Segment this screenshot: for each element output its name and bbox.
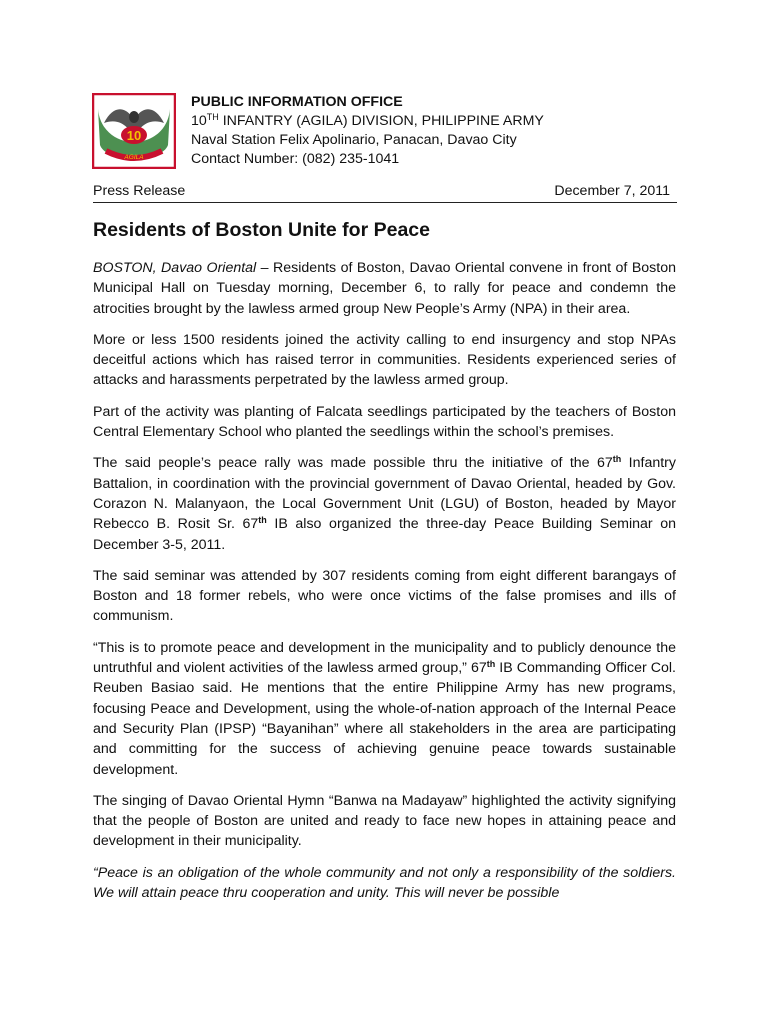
article-body: [93, 258, 676, 914]
article-title: Residents of Boston Unite for Peace: [93, 219, 430, 241]
paragraph-1-text: – Residents of Boston, Davao Oriental convene in front of Boston Municipal Hall on Tuesday morning, December 6, to rally for peace and condemn the atrocities brought by the lawless armed group New People’s Army (NPA) in their area.: [93, 260, 676, 317]
dateline: BOSTON, Davao Oriental: [93, 260, 257, 276]
contact-number: Contact Number: (082) 235-1041: [191, 151, 400, 167]
division-name: [191, 112, 544, 131]
svg-text:10: 10: [126, 128, 142, 143]
paragraph-6: [93, 638, 676, 780]
press-release-row: [93, 182, 676, 201]
paragraph-4-text-c: IB also organized the three-day Peace Building Seminar on December 3-5, 2011.: [93, 516, 676, 553]
paragraph-6-text-b: IB Commanding Officer Col. Reuben Basiao said. He mentions that the entire Philippine Army has new programs, focusing Peace and Development, using the whole-of-nation approach of the Internal Peace and Security Plan (IPSP) “Bayanihan” where all stakeholders in the area are participating and committing for the success of achieving genuine peace towards sustainable development.: [93, 660, 676, 778]
ordinal-sup: th: [258, 515, 267, 526]
ordinal-sup: th: [612, 454, 622, 465]
letterhead: [191, 93, 544, 169]
paragraph-1: [93, 258, 676, 319]
ordinal-sup: th: [486, 659, 496, 670]
agila-division-logo: [92, 93, 176, 169]
office-name: PUBLIC INFORMATION OFFICE: [191, 94, 403, 110]
paragraph-4-text-a: The said people’s peace rally was made possible thru the initiative of the 67: [93, 455, 613, 472]
header-divider: [93, 202, 677, 203]
paragraph-8-quote: “Peace is an obligation of the whole community and not only a responsibility of the soldiers. We will attain peace thru cooperation and unity. This will never be possible: [93, 864, 676, 902]
paragraph-5: The said seminar was attended by 307 residents coming from eight different barangays of Boston and 18 former rebels, who were once victims of the false promises and ills of communism.: [93, 567, 676, 625]
press-release-label: Press Release: [93, 183, 186, 199]
division-text: INFANTRY (AGILA) DIVISION, PHILIPPINE ARMY: [218, 113, 544, 129]
paragraph-6-text-a: “This is to promote peace and development in the municipality and to publicly denounce the untruthful and violent activities of the lawless armed group,” 67: [93, 639, 676, 677]
office-address: Naval Station Felix Apolinario, Panacan, Davao City: [191, 132, 517, 148]
division-number: 10: [191, 113, 207, 129]
paragraph-4: [93, 453, 676, 554]
paragraph-3: Part of the activity was planting of Falcata seedlings participated by the teachers of Boston Central Elementary School who planted the seedlings within the school’s premises.: [93, 403, 676, 441]
release-date: December 7, 2011: [554, 183, 670, 199]
svg-text:AGILA: AGILA: [124, 154, 144, 161]
paragraph-2: More or less 1500 residents joined the activity calling to end insurgency and stop NPAs deceitful actions which has raised terror in communities. Residents experienced series of attacks and harassments perpetrated by the lawless armed group.: [93, 331, 676, 389]
paragraph-7: The singing of Davao Oriental Hymn “Banwa na Madayaw” highlighted the activity signifying that the people of Boston are united and ready to face new hopes in attaining peace and development in their municipality.: [93, 792, 676, 850]
paragraph-4-text-b: Infantry Battalion, in coordination with the provincial government of Davao Oriental, headed by Gov. Corazon N. Malanyaon, the Local Government Unit (LGU) of Boston, headed by Mayor Rebecco B. Rosit Sr. 67: [93, 455, 677, 533]
division-ordinal: TH: [206, 112, 219, 122]
